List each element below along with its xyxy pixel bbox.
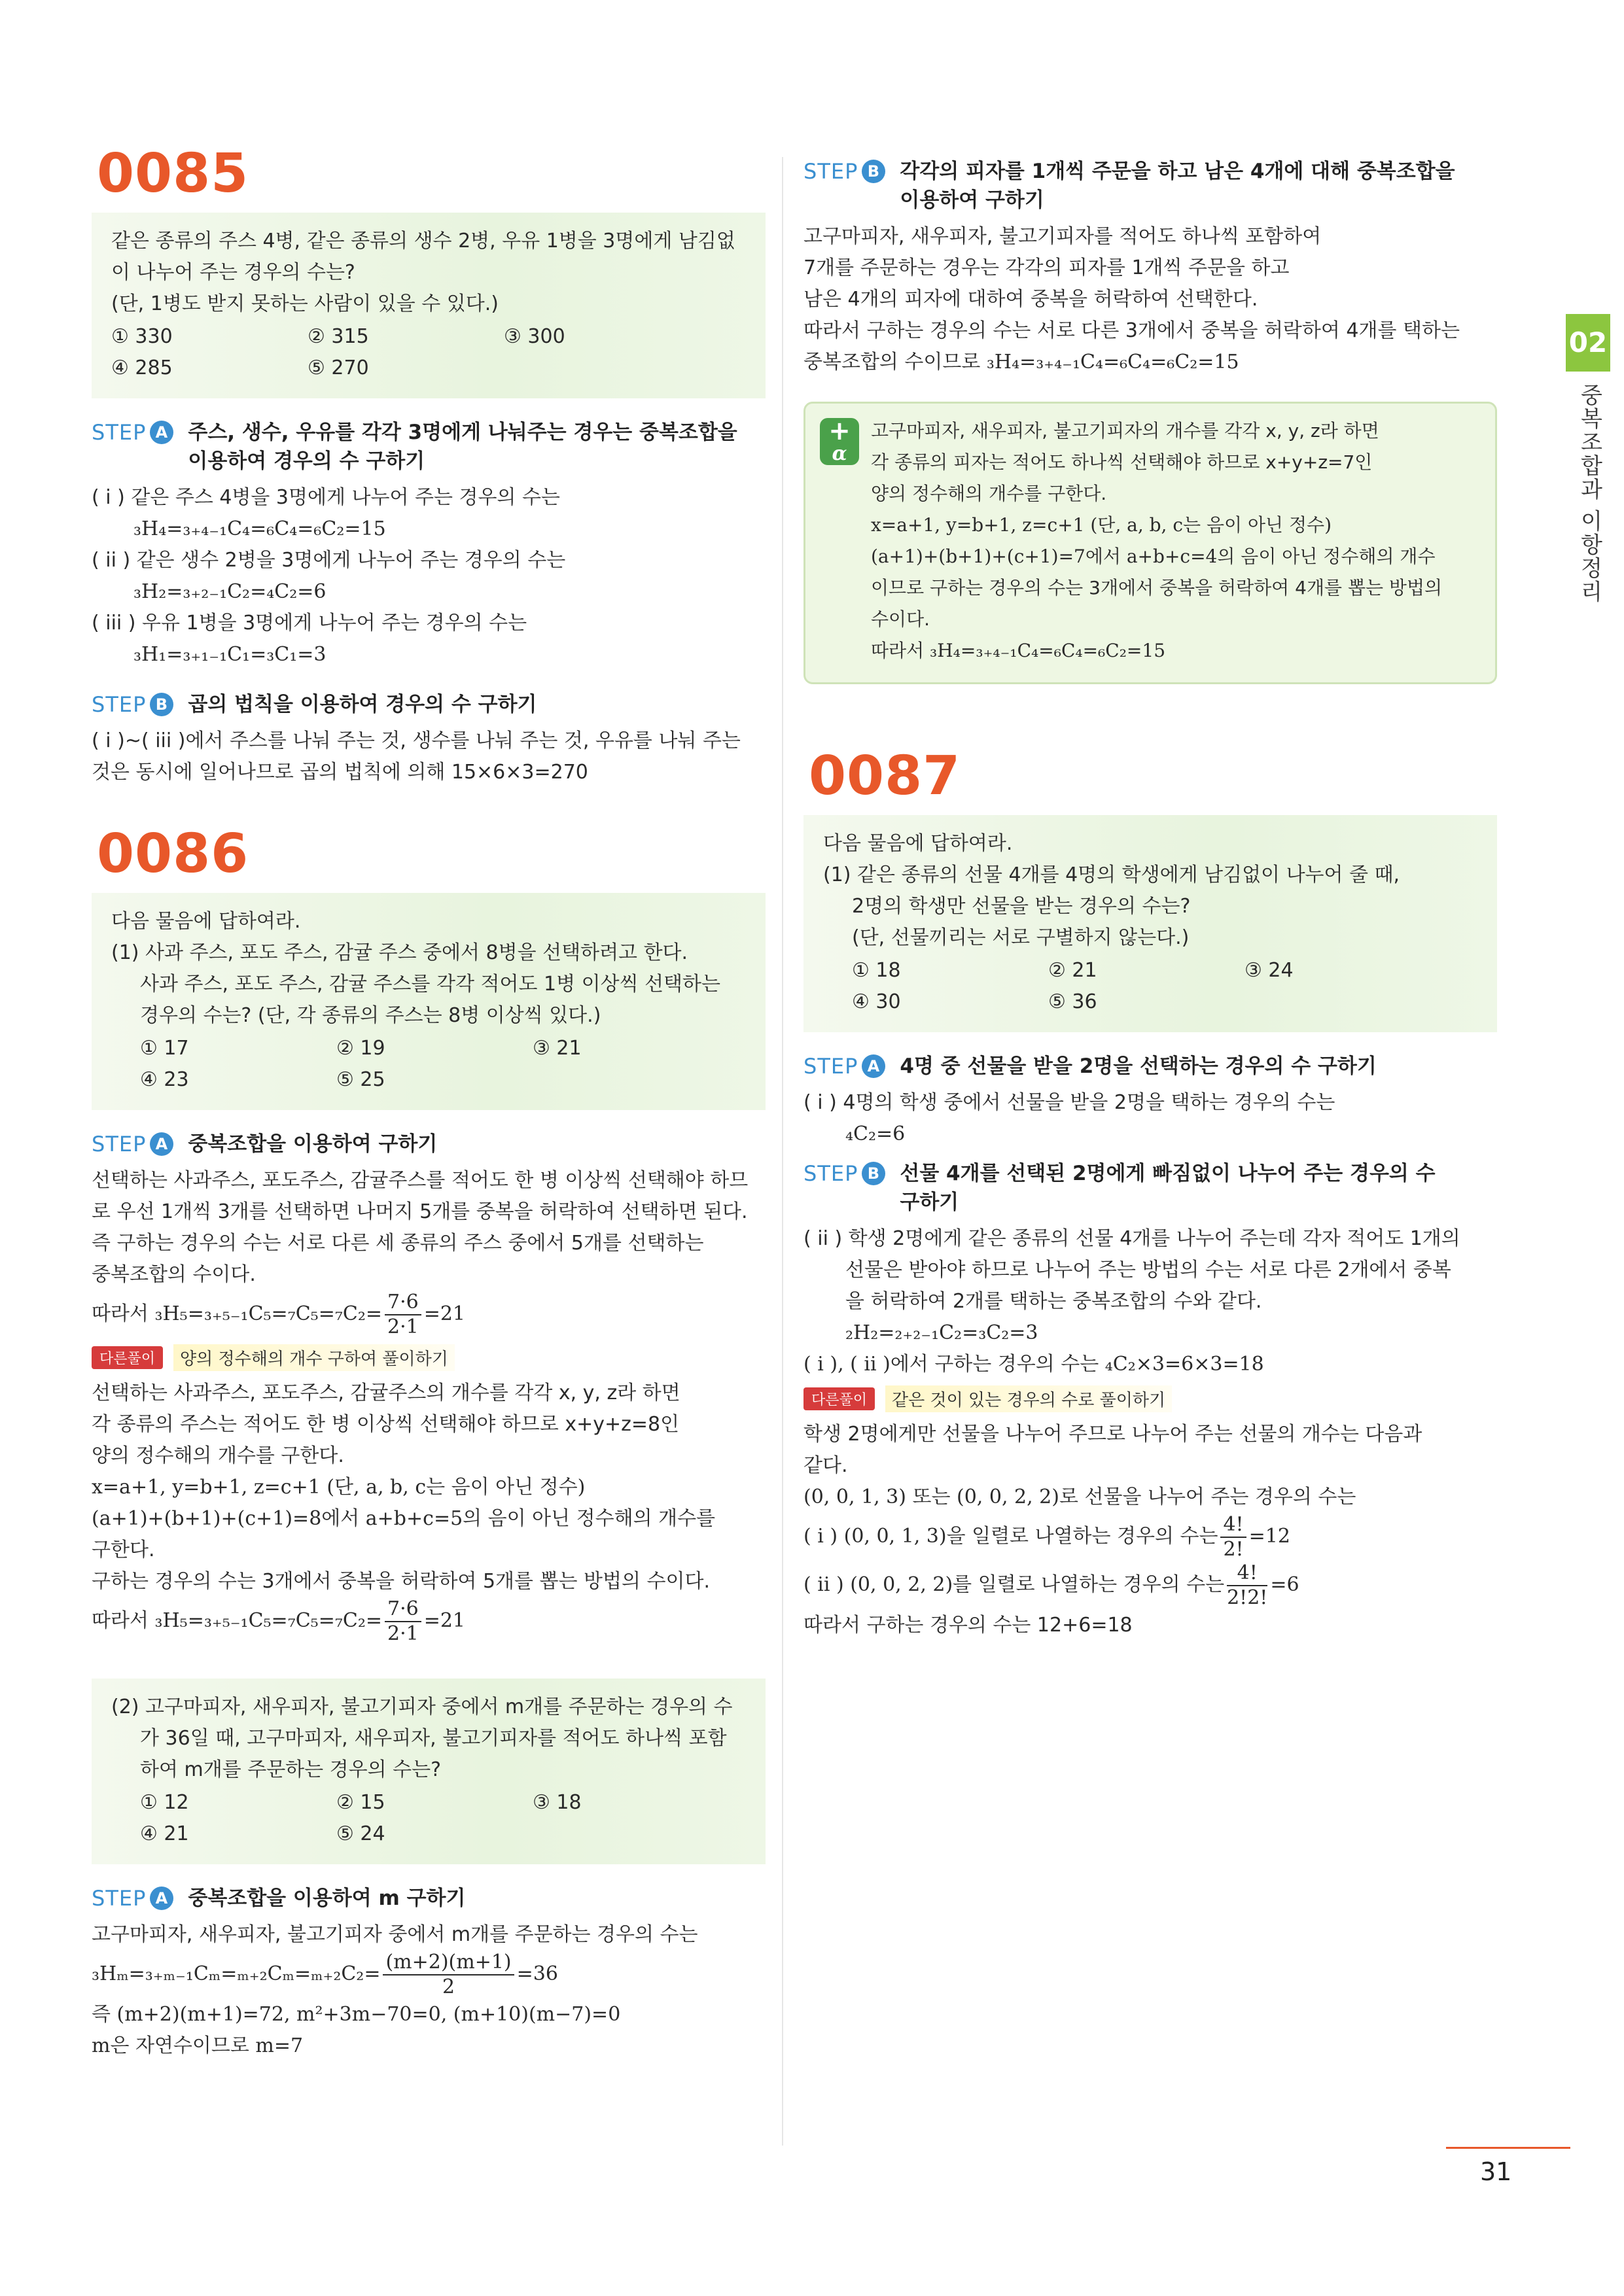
question-box-0087: 다음 물음에 답하여라. (1) 같은 종류의 선물 4개를 4명의 학생에게 남김없이 나누어 줄 때, 2명의 학생만 선물을 받는 경우의 수는? (단, 선물끼리는 서로 구별하지 않는다.) ① 18 ② 21 ③ 24 ④ 30 ⑤ 36 — [803, 815, 1497, 1032]
choice-5[interactable]: ⑤ 25 — [336, 1068, 385, 1091]
fraction: $\frac{4!}{2!2!}$ — [1227, 1561, 1268, 1609]
question-box-0086-2: (2) 고구마피자, 새우피자, 불고기피자 중에서 m개를 주문하는 경우의 수 가 36일 때, 고구마피자, 새우피자, 불고기피자를 적어도 하나씩 포함 하여 m개를 주문하는 경우의 수는? ① 12 ② 15 ③ 18 ④ 21 ⑤ 24 — [92, 1679, 766, 1864]
step-b-header — [803, 1159, 1497, 1217]
right-column — [803, 157, 1497, 1641]
choice-3[interactable]: ③ 300 — [504, 325, 565, 348]
step-a-body: ( i ) 4명의 학생 중에서 선물을 받을 2명을 택하는 경우의 수는 ₄C₂=6 — [803, 1091, 1335, 1145]
step-title: 각각의 피자를 1개씩 주문을 하고 남은 4개에 대해 중복조합을 이용하여 구하기 — [900, 160, 1455, 212]
step-tag: STEP B — [803, 157, 885, 186]
choice-2[interactable]: ② 315 — [308, 325, 369, 348]
step-letter-badge: A — [150, 1887, 173, 1910]
choice-5[interactable]: ⑤ 24 — [336, 1822, 385, 1845]
step-tag: STEP A — [803, 1052, 885, 1081]
fraction: $\frac{(m+2)(m+1)}{2}$ — [383, 1951, 514, 1999]
fraction: $\frac{4!}{2!}$ — [1220, 1513, 1246, 1561]
choices — [111, 1033, 746, 1096]
choices — [111, 321, 746, 384]
choice-1[interactable]: ① 18 — [852, 959, 901, 982]
alt-solution-header — [92, 1344, 766, 1371]
step-title: 4명 중 선물을 받을 2명을 선택하는 경우의 수 구하기 — [900, 1054, 1377, 1078]
step-letter-badge: B — [150, 693, 173, 716]
step-letter-badge: A — [862, 1054, 885, 1078]
step-a-header — [803, 1052, 1497, 1081]
choice-4[interactable]: ④ 23 — [140, 1068, 189, 1091]
choice-1[interactable]: ① 17 — [140, 1037, 189, 1060]
left-column — [92, 143, 766, 2062]
fraction-line: ( ii ) (0, 0, 2, 2)를 일렬로 나열하는 경우의 수는 $\frac{4!}{2!2!}$ =6 — [803, 1561, 1299, 1609]
alt-solution-badge: 다른풀이 — [92, 1346, 163, 1369]
step-title: 주스, 생수, 우유를 각각 3명에게 나눠주는 경우는 중복조합을 이용하여 경우의 수 구하기 — [188, 421, 737, 473]
step-title: 선물 4개를 선택된 2명에게 빠짐없이 나누어 주는 경우의 수 구하기 — [900, 1162, 1436, 1214]
alt-solution-body: 선택하는 사과주스, 포도주스, 감귤주스의 개수를 각각 x, y, z라 하면 각 종류의 주스는 적어도 한 병 이상씩 선택해야 하므로 x+y+z=8인 양의 정수해의 개수를 구한다. x=a+1, y=b+1, z=c+1 (단, a, b, c는 음이 아닌 정수) (a+1)+(b+1)+(c+1)=8에서 a+b+c=5의 음이 아닌 정수해의 개수를 구한다. 구하는 경우의 수는 3개에서 중복을 허락하여 5개를 뽑는 방법의 수이다. 따라서 ₃H₅=₃₊₅₋₁C₅=₇C₅=₇C₂= $\frac{7\cdot 6}{2\cdot 1}$ =21 — [92, 1378, 766, 1646]
alt-solution-title: 양의 정수해의 개수 구하여 풀이하기 — [173, 1344, 455, 1371]
choice-2[interactable]: ② 21 — [1048, 959, 1097, 982]
question-line: 이 나누어 주는 경우의 수는? — [111, 261, 355, 284]
step-b-header — [803, 157, 1497, 215]
choice-2[interactable]: ② 19 — [336, 1037, 385, 1060]
alt-solution-badge: 다른풀이 — [803, 1387, 875, 1410]
step-tag: STEP B — [803, 1159, 885, 1188]
problem-number-0085: 0085 — [97, 143, 249, 205]
step-letter-badge: A — [150, 1132, 173, 1156]
step-tag: STEP A — [92, 1884, 173, 1913]
question-line: 같은 종류의 주스 4병, 같은 종류의 생수 2병, 우유 1병을 3명에게 남김없 — [111, 230, 735, 252]
problem-number-0086: 0086 — [97, 823, 249, 885]
page-number: 31 — [1480, 2157, 1512, 2186]
step-a-header — [92, 1130, 766, 1158]
choice-4[interactable]: ④ 285 — [111, 357, 173, 379]
choices — [823, 955, 1477, 1018]
choice-1[interactable]: ① 330 — [111, 325, 173, 348]
choice-3[interactable]: ③ 24 — [1244, 959, 1294, 982]
choice-5[interactable]: ⑤ 36 — [1048, 990, 1097, 1013]
alt-solution-header — [803, 1385, 1497, 1412]
step-letter-badge: B — [862, 160, 885, 183]
plus-alpha-box: + α 고구마피자, 새우피자, 불고기피자의 개수를 각각 x, y, z라 하면 각 종류의 피자는 적어도 하나씩 선택해야 하므로 x+y+z=7인 양의 정수해의 개수를 구한다. x=a+1, y=b+1, z=c+1 (단, a, b, c는 음이 아닌 정수) (a+1)+(b+1)+(c+1)=7에서 a+b+c=4의 음이 아닌 정수해의 개수 이므로 구하는 경우의 수는 3개에서 중복을 허락하여 4개를 뽑는 방법의 수이다. 따라서 ₃H₄=₃₊₄₋₁C₄=₆C₄=₆C₂=15 — [803, 402, 1497, 684]
step-letter-badge: B — [862, 1162, 885, 1185]
choice-4[interactable]: ④ 21 — [140, 1822, 189, 1845]
step-a2-body: 고구마피자, 새우피자, 불고기피자 중에서 m개를 주문하는 경우의 수는 ₃Hₘ=₃₊ₘ₋₁Cₘ=ₘ₊₂Cₘ=ₘ₊₂C₂= $\frac{(m+2)(m+1)}{2}$ =36 즉 (m+2)(m+1)=72, m²+3m−70=0, (m+10)(m−7)=0 m은 자연수이므로 m=7 — [92, 1919, 766, 2062]
choice-4[interactable]: ④ 30 — [852, 990, 901, 1013]
question-box-0086-1: 다음 물음에 답하여라. (1) 사과 주스, 포도 주스, 감귤 주스 중에서 8병을 선택하려고 한다. 사과 주스, 포도 주스, 감귤 주스를 각각 적어도 1병 이상씩 선택하는 경우의 수는? (단, 각 종류의 주스는 8병 이상씩 있다.) ① 17 ② 19 ③ 21 ④ 23 ⑤ 25 — [92, 893, 766, 1110]
column-divider — [782, 157, 783, 2146]
choice-3[interactable]: ③ 21 — [533, 1037, 582, 1060]
step-title: 곱의 법칙을 이용하여 경우의 수 구하기 — [188, 693, 537, 716]
step-a-body: ( i ) 같은 주스 4병을 3명에게 나누어 주는 경우의 수는 ₃H₄=₃₊₄₋₁C₄=₆C₄=₆C₂=15 ( ii ) 같은 생수 2병을 3명에게 나누어 주는 경우의 수는 ₃H₂=₃₊₂₋₁C₂=₄C₂=6 ( iii ) 우유 1병을 3명에게 나누어 주는 경우의 수는 ₃H₁=₃₊₁₋₁C₁=₃C₁=3 — [92, 486, 566, 666]
fraction: $\frac{7\cdot 6}{2\cdot 1}$ — [385, 1291, 421, 1339]
formula-line: ₃Hₘ=₃₊ₘ₋₁Cₘ=ₘ₊₂Cₘ=ₘ₊₂C₂= $\frac{(m+2)(m+1)}{2}$ =36 — [92, 1951, 558, 1998]
result-line: 따라서 ₃H₅=₃₊₅₋₁C₅=₇C₅=₇C₂= $\frac{7\cdot 6}{2\cdot 1}$ =21 — [92, 1291, 466, 1338]
step-tag: STEP A — [92, 418, 173, 447]
step-tag: STEP A — [92, 1130, 173, 1158]
chapter-number: 02 — [1566, 314, 1610, 372]
alt-solution-body: 학생 2명에게만 선물을 나누어 주므로 나누어 주는 선물의 개수는 다음과 같다. (0, 0, 1, 3) 또는 (0, 0, 2, 2)로 선물을 나누어 주는 경우의 수는 ( i ) (0, 0, 1, 3)을 일렬로 나열하는 경우의 수는 $\frac{4!}{2!}$ =12 ( ii ) (0, 0, 2, 2)를 일렬로 나열하는 경우의 수는 $\frac{4!}{2!2!}$ =6 따라서 구하는 경우의 수는 12+6=18 — [803, 1419, 1497, 1641]
chapter-title: 중복조합과 이항정리 — [1576, 383, 1602, 604]
page-number-rule — [1446, 2147, 1570, 2149]
step-tag: STEP B — [92, 690, 173, 719]
choice-1[interactable]: ① 12 — [140, 1791, 189, 1814]
plus-alpha-icon: + α — [820, 418, 859, 465]
step-letter-badge: A — [150, 421, 173, 444]
fraction: $\frac{7\cdot 6}{2\cdot 1}$ — [385, 1597, 421, 1646]
choices — [111, 1787, 746, 1850]
problem-number-0087: 0087 — [809, 745, 961, 807]
step-b2-body: 고구마피자, 새우피자, 불고기피자를 적어도 하나씩 포함하여 7개를 주문하는 경우는 각각의 피자를 1개씩 주문을 하고 남은 4개의 피자에 대하여 중복을 허락하여 선택한다. 따라서 구하는 경우의 수는 서로 다른 3개에서 중복을 허락하여 4개를 택하는 중복조합의 수이므로 ₃H₄=₃₊₄₋₁C₄=₆C₄=₆C₂=15 — [803, 225, 1460, 374]
fraction-line: ( i ) (0, 0, 1, 3)을 일렬로 나열하는 경우의 수는 $\frac{4!}{2!}$ =12 — [803, 1513, 1290, 1561]
choice-5[interactable]: ⑤ 270 — [308, 357, 369, 379]
choice-2[interactable]: ② 15 — [336, 1791, 385, 1814]
step-title: 중복조합을 이용하여 구하기 — [188, 1132, 438, 1156]
step-a-header — [92, 1884, 766, 1913]
chapter-side-tab — [1566, 314, 1610, 604]
question-line: (단, 1병도 받지 못하는 사람이 있을 수 있다.) — [111, 292, 499, 315]
question-box-0085 — [92, 213, 766, 398]
choice-3[interactable]: ③ 18 — [533, 1791, 582, 1814]
result-line: 따라서 ₃H₅=₃₊₅₋₁C₅=₇C₅=₇C₂= $\frac{7\cdot 6}{2\cdot 1}$ =21 — [92, 1597, 466, 1645]
step-a-header — [92, 418, 766, 476]
alt-solution-title: 같은 것이 있는 경우의 수로 풀이하기 — [885, 1385, 1172, 1412]
step-b-body: ( ii ) 학생 2명에게 같은 종류의 선물 4개를 나누어 주는데 각자 적어도 1개의 선물은 받아야 하므로 나누어 주는 방법의 수는 서로 다른 2개에서 중복 을 허락하여 2개를 택하는 중복조합의 수와 같다. ₂H₂=₂₊₂₋₁C₂=₃C₂=3 ( i ), ( ii )에서 구하는 경우의 수는 ₄C₂×3=6×3=18 — [803, 1227, 1460, 1376]
step-b-header — [92, 690, 766, 719]
step-a-body: 선택하는 사과주스, 포도주스, 감귤주스를 적어도 한 병 이상씩 선택해야 하므 로 우선 1개씩 3개를 선택하면 나머지 5개를 중복을 허락하여 선택하면 된다. 즉 구하는 경우의 수는 서로 다른 세 종류의 주스 중에서 5개를 선택하는 중복조합의 수이다. 따라서 ₃H₅=₃₊₅₋₁C₅=₇C₅=₇C₂= $\frac{7\cdot 6}{2\cdot 1}$ =21 — [92, 1165, 766, 1339]
step-b-body: ( i )~( iii )에서 주스를 나눠 주는 것, 생수를 나눠 주는 것, 우유를 나눠 주는 것은 동시에 일어나므로 곱의 법칙에 의해 15×6×3=270 — [92, 729, 741, 784]
step-title: 중복조합을 이용하여 m 구하기 — [188, 1887, 466, 1910]
